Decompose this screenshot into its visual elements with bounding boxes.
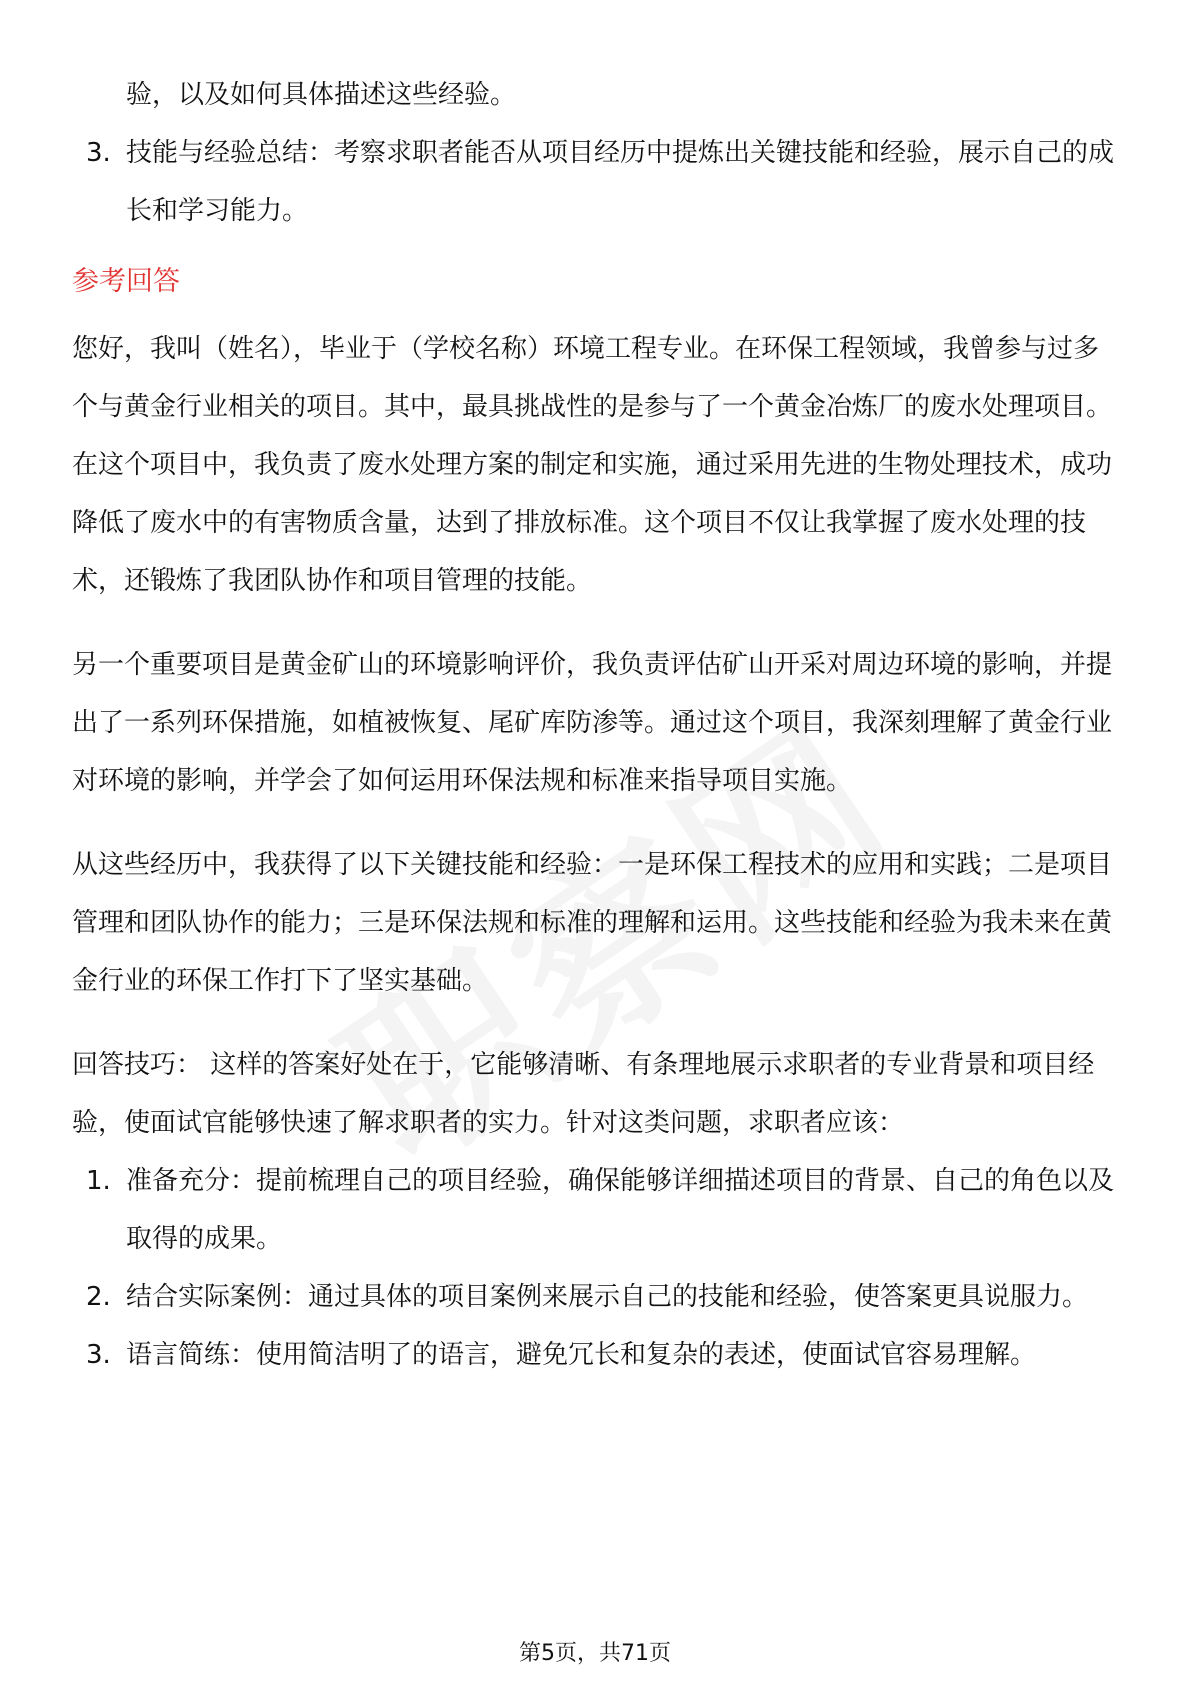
criteria-list (72, 124, 1122, 240)
answer-paragraph: 另一个重要项目是黄金矿山的环境影响评价，我负责评估矿山开采对周边环境的影响，并提出了一系列环保措施，如植被恢复、尾矿库防渗等。通过这个项目，我深刻理解了黄金行业对环境的影响，并学会了如何运用环保法规和标准来指导项目实施。 (72, 650, 1113, 796)
page-number-footer: 第5页，共71页 (519, 1641, 671, 1666)
list-number: 1. (86, 1166, 111, 1196)
section-heading: 参考回答 (72, 266, 180, 297)
list-item-text: 语言简练：使用简洁明了的语言，避免冗长和复杂的表述，使面试官容易理解。 (126, 1340, 1037, 1370)
list-item-text: 技能与经验总结：考察求职者能否从项目经历中提炼出关键技能和经验，展示自己的成长和学习能力。 (126, 138, 1115, 226)
list-number: 2. (86, 1282, 111, 1312)
list-item-text: 准备充分：提前梳理自己的项目经验，确保能够详细描述项目的背景、自己的角色以及取得的成果。 (126, 1166, 1115, 1254)
list-number: 3. (86, 1340, 111, 1370)
page-content (72, 66, 1122, 1384)
answer-paragraph: 从这些经历中，我获得了以下关键技能和经验：一是环保工程技术的应用和实践；二是项目管理和团队协作的能力；三是环保法规和标准的理解和运用。这些技能和经验为我未来在黄金行业的环保工作打下了坚实基础。 (72, 850, 1113, 996)
list-item (72, 124, 1122, 240)
list-item (72, 1268, 1122, 1326)
list-number: 3. (86, 138, 111, 168)
tips-intro: 回答技巧： 这样的答案好处在于，它能够清晰、有条理地展示求职者的专业背景和项目经验，使面试官能够快速了解求职者的实力。针对这类问题，求职者应该： (72, 1050, 1095, 1138)
tips-list (72, 1152, 1122, 1384)
list-item-text: 结合实际案例：通过具体的项目案例来展示自己的技能和经验，使答案更具说服力。 (126, 1282, 1089, 1312)
answer-paragraph: 您好，我叫（姓名），毕业于（学校名称）环境工程专业。在环保工程领域，我曾参与过多个与黄金行业相关的项目。其中，最具挑战性的是参与了一个黄金冶炼厂的废水处理项目。在这个项目中，我负责了废水处理方案的制定和实施，通过采用先进的生物处理技术，成功降低了废水中的有害物质含量，达到了排放标准。这个项目不仅让我掌握了废水处理的技术，还锻炼了我团队协作和项目管理的技能。 (72, 334, 1113, 596)
list-item (72, 1152, 1122, 1268)
previous-item-continuation: 验，以及如何具体描述这些经验。 (126, 80, 517, 110)
list-item (72, 1326, 1122, 1384)
